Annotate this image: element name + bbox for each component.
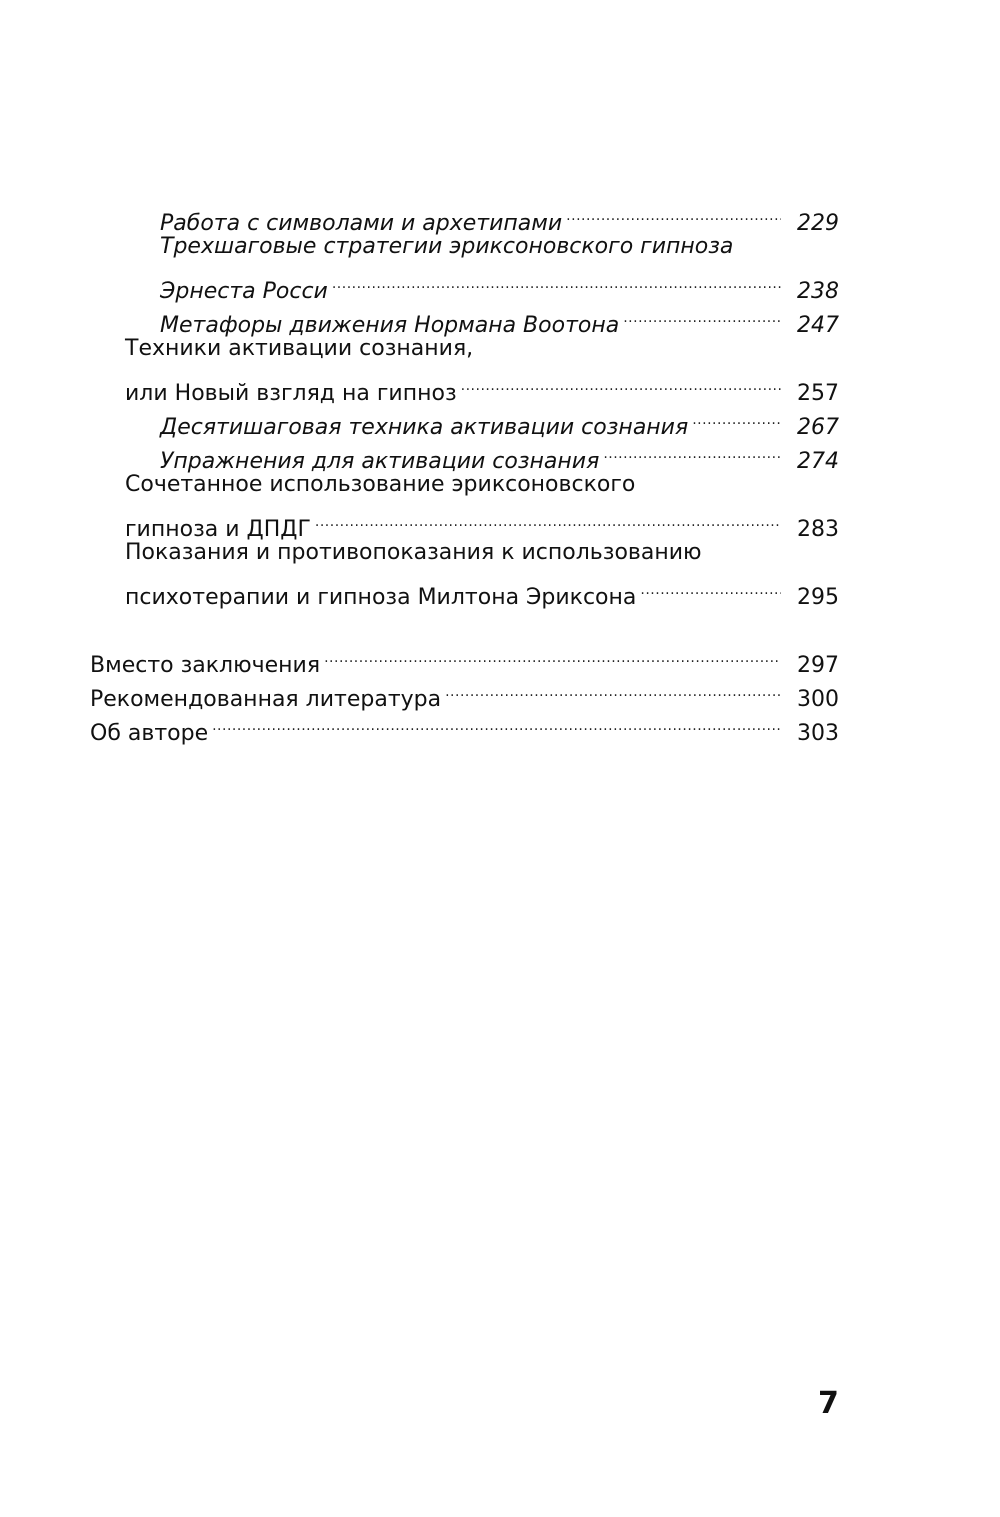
- dot-leader: [332, 264, 781, 298]
- dot-leader: [324, 638, 781, 672]
- toc-entry-title: Вместо заключения: [90, 653, 321, 678]
- toc-entry-page: 267: [797, 415, 839, 440]
- dot-leader: [445, 672, 781, 706]
- toc-entry-page: 229: [797, 211, 839, 236]
- toc-entry-page: 297: [797, 653, 839, 678]
- toc-entry-title: или Новый взгляд на гипноз: [125, 381, 457, 406]
- toc-entry-title-line: [160, 230, 1000, 264]
- page-number: 7: [818, 1386, 839, 1421]
- toc-entry-title: Работа с символами и архетипами: [160, 211, 563, 236]
- toc-entry-page: 295: [797, 585, 839, 610]
- toc-entry-title: Об авторе: [90, 721, 209, 746]
- toc-entry-title-line: [125, 332, 1000, 366]
- toc-entry-title-line: [125, 536, 1000, 570]
- toc-entry: [160, 400, 1000, 440]
- dot-leader: [212, 706, 781, 740]
- toc-entry: [90, 638, 1000, 678]
- toc-entry-page: 303: [797, 721, 839, 746]
- toc-entry-title: Сочетанное использование эриксоновского: [125, 472, 636, 497]
- toc-entry-page: 300: [797, 687, 839, 712]
- toc-entry: [160, 264, 1000, 304]
- toc-entry: [90, 706, 1000, 746]
- toc-entry: [160, 298, 1000, 338]
- toc-entry-title: Рекомендованная литература: [90, 687, 442, 712]
- dot-leader: [315, 502, 781, 536]
- toc-entry-title: психотерапии и гипноза Милтона Эриксона: [125, 585, 637, 610]
- toc-entry-page: 283: [797, 517, 839, 542]
- toc-entry-title: гипноза и ДПДГ: [125, 517, 311, 542]
- toc-entry-title: Десятишаговая техника активации сознания: [160, 415, 689, 440]
- toc-entry: [90, 672, 1000, 712]
- toc-entry: [125, 570, 1000, 610]
- dot-leader: [640, 570, 781, 604]
- toc-entry-title: Показания и противопоказания к использованию: [125, 540, 702, 565]
- toc-entry-title: Техники активации сознания,: [125, 336, 474, 361]
- toc-entry: [160, 196, 1000, 236]
- toc-entry-title: Метафоры движения Нормана Воотона: [160, 313, 620, 338]
- toc-entry: [125, 502, 1000, 542]
- dot-leader: [603, 434, 781, 468]
- toc-entry: [160, 434, 1000, 474]
- toc-entry-title: Эрнеста Росси: [160, 279, 328, 304]
- toc-entry-page: 247: [797, 313, 839, 338]
- dot-leader: [566, 196, 781, 230]
- toc-entry-page: 257: [797, 381, 839, 406]
- dot-leader: [692, 400, 781, 434]
- dot-leader: [461, 366, 781, 400]
- table-of-contents: [0, 196, 1000, 746]
- toc-entry-page: 274: [797, 449, 839, 474]
- dot-leader: [623, 298, 781, 332]
- toc-entry-title-line: [125, 468, 1000, 502]
- toc-entry-title: Упражнения для активации сознания: [160, 449, 600, 474]
- toc-entry-page: 238: [797, 279, 839, 304]
- toc-entry: [125, 366, 1000, 406]
- toc-entry-title: Трехшаговые стратегии эриксоновского гипноза: [160, 234, 734, 259]
